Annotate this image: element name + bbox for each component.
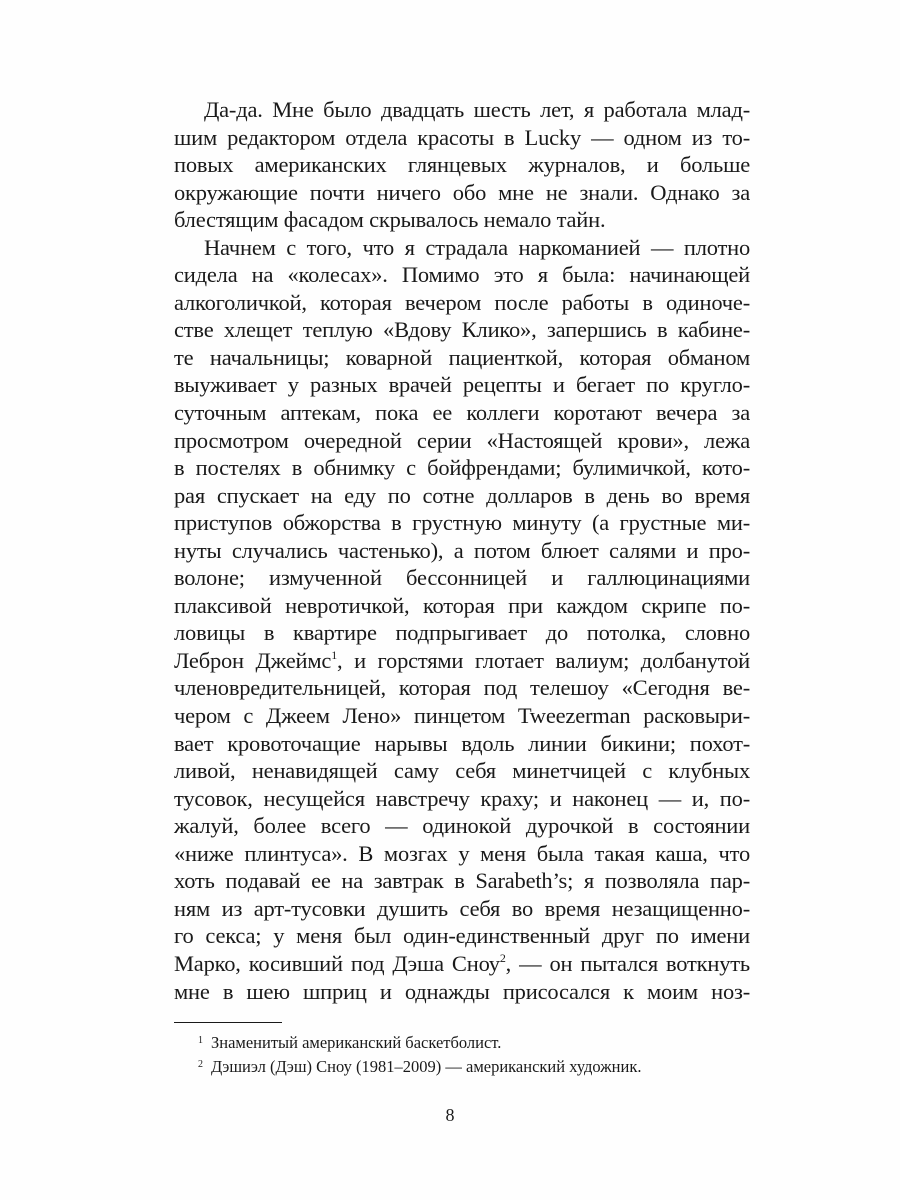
line-text-continued: , и горстями глотает валиум; долбанутой (337, 647, 750, 673)
line-text: нуты случались частенько), а потом блюет салями и про- (174, 537, 750, 563)
text-line (174, 812, 750, 840)
line-text-continued: , — он пытался воткнуть (505, 950, 750, 976)
line-text: рая спускает на еду по сотне долларов в день во время (174, 482, 750, 508)
line-text: тусовок, несущейся навстречу краху; и наконец — и, по- (174, 785, 750, 811)
text-line (174, 564, 750, 592)
text-line (174, 674, 750, 702)
line-text: ням из арт-тусовки душить себя во время незащищенно- (174, 895, 750, 921)
line-text: ловицы в квартире подпрыгивает до потолка, словно (174, 620, 750, 646)
text-line (174, 785, 750, 813)
line-text: шим редактором отдела красоты в Lucky — одном из то- (174, 124, 750, 150)
line-text: повых американских глянцевых журналов, и больше (174, 152, 750, 178)
line-text: выуживает у разных врачей рецепты и бегает по кругло- (174, 372, 750, 398)
text-line (174, 399, 750, 427)
line-text: алкоголичкой, которая вечером после работы в одиноче- (174, 289, 750, 315)
text-line (174, 757, 750, 785)
text-line (174, 234, 750, 262)
line-text: окружающие почти ничего обо мне не знали. Однако за (174, 179, 750, 205)
text-line (174, 619, 750, 647)
footnote-reference: 1 (331, 647, 337, 662)
line-text: ливой, ненавидящей саму себя минетчицей с клубных (174, 758, 750, 784)
line-text: плаксивой невротичкой, которая при каждом скрипе по- (174, 592, 750, 618)
text-line (174, 289, 750, 317)
line-text: чером с Джеем Лено» пинцетом Tweezerman расковыри- (174, 703, 750, 729)
footnote (174, 1054, 750, 1078)
line-text: жалуй, более всего — одинокой дурочкой в состоянии (174, 813, 750, 839)
text-line (174, 537, 750, 565)
text-line (174, 978, 750, 1006)
line-text: Да-да. Мне было двадцать шесть лет, я работала млад- (204, 97, 750, 122)
text-line (174, 96, 750, 124)
text-line (174, 592, 750, 620)
footnote-reference: 2 (499, 950, 506, 965)
text-line (174, 454, 750, 482)
line-text: волоне; измученной бессонницей и галлюцинациями (174, 565, 750, 591)
text-line (174, 371, 750, 399)
line-text: Начнем с того, что я страдала наркоманией — плотно (204, 234, 750, 260)
line-text: суточным аптекам, пока ее коллеги коротают вечера за (174, 400, 750, 426)
line-text: просмотром очередной серии «Настоящей крови», лежа (174, 427, 750, 453)
line-text: в постелях в обнимку с бойфрендами; булимичкой, кото- (174, 455, 750, 481)
footnote-mark: 2 (198, 1059, 203, 1070)
text-line (174, 950, 750, 978)
footnote-mark: 1 (198, 1035, 203, 1046)
line-text: го секса; у меня был один-единственный друг по имени (174, 923, 750, 949)
text-line (174, 482, 750, 510)
text-line (174, 427, 750, 455)
text-line (174, 344, 750, 372)
text-line (174, 509, 750, 537)
footnote-text: Дэшиэл (Дэш) Сноу (1981–2009) — американский художник. (211, 1057, 642, 1076)
line-text: вает кровоточащие нарывы вдоль линии бикини; похот- (174, 730, 750, 756)
text-line (174, 151, 750, 179)
footnotes (174, 1030, 750, 1078)
text-line (174, 316, 750, 344)
text-line (174, 261, 750, 289)
footnote (174, 1030, 750, 1054)
footnote-divider (174, 1022, 282, 1023)
line-text: приступов обжорства в грустную минуту (а грустные ми- (174, 510, 750, 536)
page-number: 8 (445, 1105, 455, 1125)
text-line (174, 895, 750, 923)
line-text: «ниже плинтуса». В мозгах у меня была такая каша, что (174, 840, 750, 866)
footnote-text: Знаменитый американский баскетболист. (211, 1033, 502, 1052)
line-text: Леброн Джеймс (174, 647, 332, 673)
text-line (174, 702, 750, 730)
line-text: хоть подавай ее на завтрак в Sarabeth’s; я позволяла пар- (174, 868, 750, 894)
text-line (174, 124, 750, 152)
text-line (174, 867, 750, 895)
text-line (174, 179, 750, 207)
line-text: сидела на «колесах». Помимо это я была: начинающей (174, 262, 750, 288)
line-text: стве хлещет теплую «Вдову Клико», запершись в кабине- (174, 317, 750, 343)
text-line (174, 840, 750, 868)
line-text: те начальницы; коварной пациенткой, которая обманом (174, 344, 750, 370)
line-text: Марко, косивший под Дэша Сноу (174, 950, 500, 976)
body-text (174, 96, 750, 1005)
text-line (174, 922, 750, 950)
text-line (174, 730, 750, 758)
text-line (174, 206, 750, 234)
line-text: членовредительницей, которая под телешоу «Сегодня ве- (174, 675, 750, 701)
line-text: мне в шею шприц и однажды присосался к моим ноз- (174, 978, 750, 1004)
line-text: блестящим фасадом скрывалось немало тайн. (174, 207, 606, 233)
text-line (174, 647, 750, 675)
